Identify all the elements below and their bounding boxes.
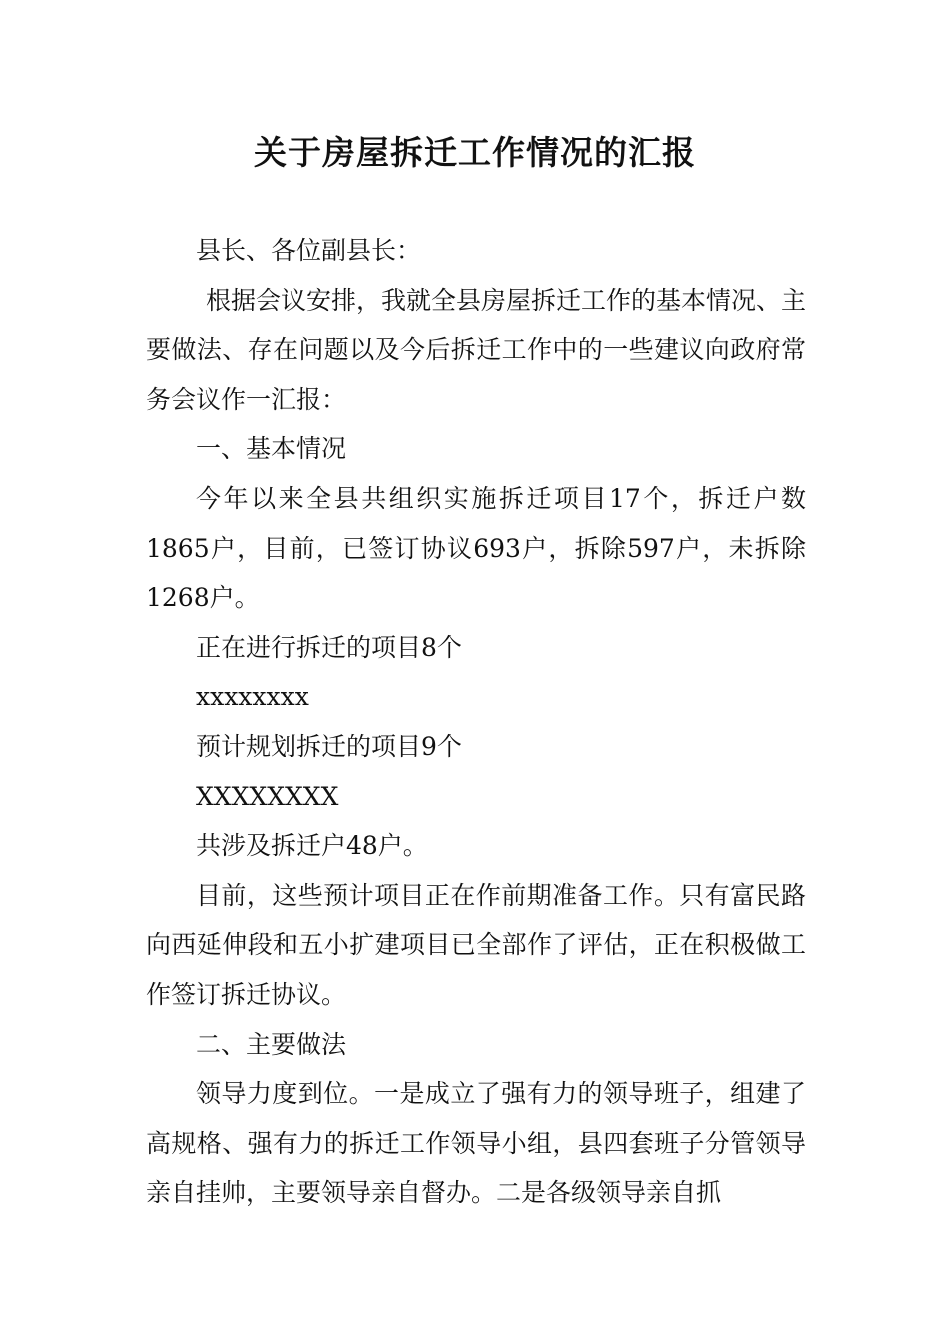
paragraph-statistics: 今年以来全县共组织实施拆迁项目17个，拆迁户数1865户，目前，已签订协议693户，拆除597户，未拆除1268户。 (146, 483, 806, 613)
paragraph-preparation: 目前，这些预计项目正在作前期准备工作。只有富民路向西延伸段和五小扩建项目已全部作了评估，正在积极做工作签订拆迁协议。 (146, 880, 806, 1009)
placeholder-ongoing-list: xxxxxxxx (196, 682, 309, 712)
paragraph-planned-projects: 预计规划拆迁的项目9个 (196, 731, 462, 761)
placeholder-planned-list: XXXXXXXX (196, 781, 339, 811)
paragraph-ongoing-projects: 正在进行拆迁的项目8个 (196, 632, 462, 662)
paragraph-intro: 根据会议安排，我就全县房屋拆迁工作的基本情况、主要做法、存在问题以及今后拆迁工作中的一些建议向政府常务会议作一汇报： (146, 285, 807, 414)
document-title: 关于房屋拆迁工作情况的汇报 (254, 133, 696, 172)
paragraph-leadership: 领导力度到位。一是成立了强有力的领导班子，组建了高规格、强有力的拆迁工作领导小组，县四套班子分管领导亲自挂帅，主要领导亲自督办。二是各级领导亲自抓 (146, 1079, 806, 1208)
salutation: 县长、各位副县长： (196, 236, 422, 265)
paragraph-households: 共涉及拆迁户48户。 (196, 831, 428, 861)
section-heading-methods: 二、主要做法 (196, 1029, 347, 1059)
section-heading-basic: 一、基本情况 (196, 434, 347, 464)
document-body (146, 226, 806, 1218)
